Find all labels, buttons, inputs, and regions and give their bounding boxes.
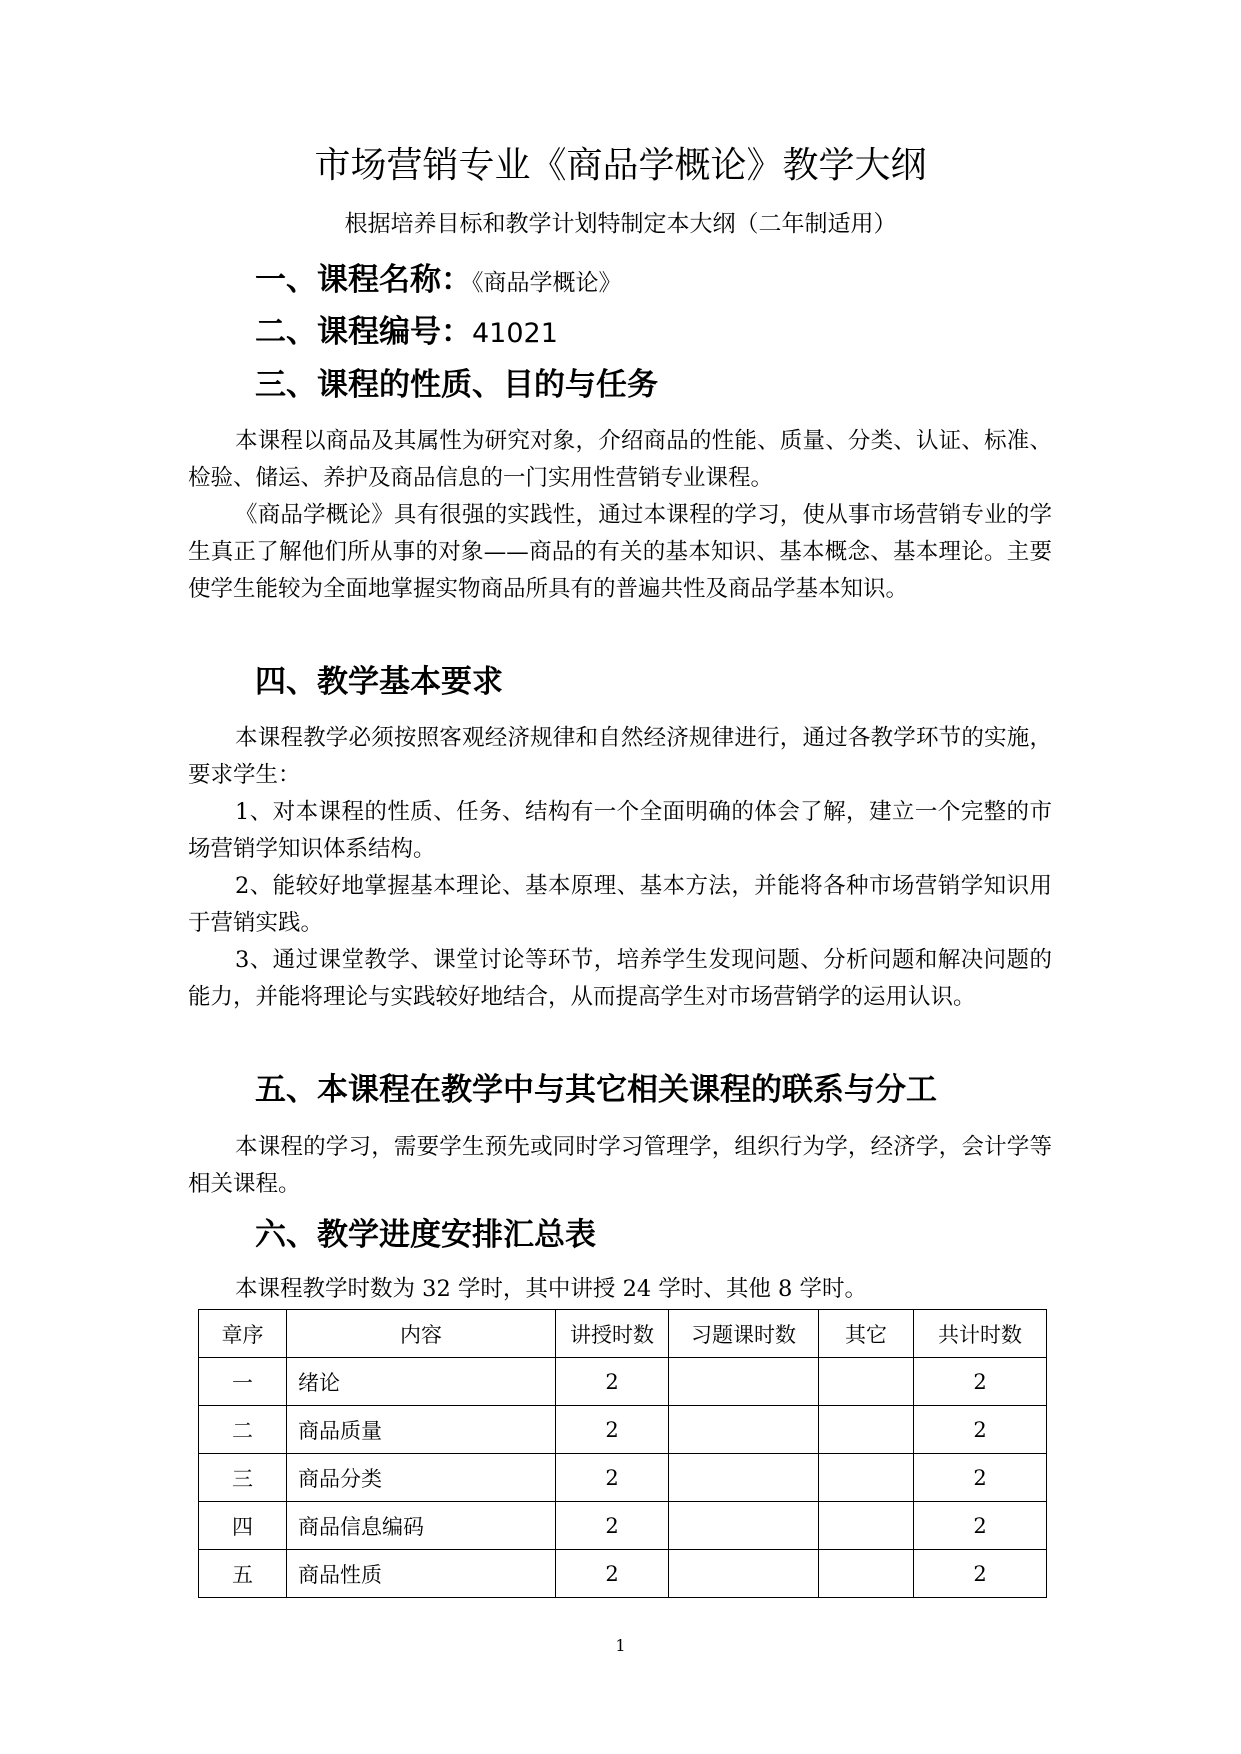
table-cell bbox=[669, 1358, 819, 1406]
requirement-item: 3、通过课堂教学、课堂讨论等环节，培养学生发现问题、分析问题和解决问题的能力，并能将理论与实践较好地结合，从而提高学生对市场营销学的运用认识。 bbox=[188, 947, 1052, 1010]
table-cell: 绪论 bbox=[287, 1358, 556, 1406]
table-cell bbox=[819, 1502, 914, 1550]
paragraph: 本课程教学时数为 32 学时，其中讲授 24 学时、其他 8 学时。 bbox=[235, 1276, 867, 1302]
table-cell: 四 bbox=[199, 1502, 287, 1550]
table-cell: 2 bbox=[556, 1454, 669, 1502]
table-cell: 2 bbox=[556, 1550, 669, 1598]
table-cell bbox=[669, 1502, 819, 1550]
table-cell: 2 bbox=[556, 1406, 669, 1454]
table-row bbox=[199, 1406, 1047, 1454]
table-cell: 商品性质 bbox=[287, 1550, 556, 1598]
table-cell: 2 bbox=[914, 1358, 1047, 1406]
requirement-item: 1、对本课程的性质、任务、结构有一个全面明确的体会了解，建立一个完整的市场营销学知识体系结构。 bbox=[188, 799, 1052, 862]
requirement-item: 2、能较好地掌握基本理论、基本原理、基本方法，并能将各种市场营销学知识用于营销实践。 bbox=[188, 873, 1052, 936]
page-number: 1 bbox=[615, 1636, 626, 1655]
column-header: 内容 bbox=[287, 1310, 556, 1358]
table-cell bbox=[819, 1358, 914, 1406]
table-row bbox=[199, 1454, 1047, 1502]
section-heading-nature: 三、课程的性质、目的与任务 bbox=[255, 367, 658, 403]
column-header: 其它 bbox=[819, 1310, 914, 1358]
section-heading-schedule: 六、教学进度安排汇总表 bbox=[255, 1217, 596, 1253]
document-title: 市场营销专业《商品学概论》教学大纲 bbox=[314, 145, 927, 186]
table-cell: 2 bbox=[556, 1502, 669, 1550]
table-cell: 商品信息编码 bbox=[287, 1502, 556, 1550]
table-cell bbox=[819, 1454, 914, 1502]
column-header: 共计时数 bbox=[914, 1310, 1047, 1358]
paragraph: 本课程教学必须按照客观经济规律和自然经济规律进行，通过各教学环节的实施，要求学生： bbox=[188, 725, 1052, 788]
table-cell: 2 bbox=[914, 1406, 1047, 1454]
table-cell: 2 bbox=[556, 1358, 669, 1406]
table-cell bbox=[819, 1406, 914, 1454]
paragraph: 本课程以商品及其属性为研究对象，介绍商品的性能、质量、分类、认证、标准、检验、储运、养护及商品信息的一门实用性营销专业课程。 bbox=[188, 428, 1052, 491]
section-heading-relations: 五、本课程在教学中与其它相关课程的联系与分工 bbox=[255, 1072, 937, 1108]
course-name-value: 《商品学概论》 bbox=[472, 270, 622, 296]
table-cell bbox=[669, 1550, 819, 1598]
table-cell: 商品分类 bbox=[287, 1454, 556, 1502]
section-course-code bbox=[255, 310, 558, 356]
column-header: 习题课时数 bbox=[669, 1310, 819, 1358]
table-cell bbox=[669, 1406, 819, 1454]
paragraph: 《商品学概论》具有很强的实践性，通过本课程的学习，使从事市场营销专业的学生真正了解他们所从事的对象——商品的有关的基本知识、基本概念、基本理论。主要使学生能较为全面地掌握实物商品所具有的普遍共性及商品学基本知识。 bbox=[188, 502, 1052, 602]
column-header: 讲授时数 bbox=[556, 1310, 669, 1358]
table-cell: 2 bbox=[914, 1502, 1047, 1550]
table-header-row bbox=[199, 1310, 1047, 1358]
section-heading: 一、课程名称： bbox=[255, 262, 472, 298]
table-cell: 五 bbox=[199, 1550, 287, 1598]
table-cell: 商品质量 bbox=[287, 1406, 556, 1454]
table-cell: 2 bbox=[914, 1550, 1047, 1598]
table-cell bbox=[819, 1550, 914, 1598]
table-cell: 三 bbox=[199, 1454, 287, 1502]
section-heading-requirements: 四、教学基本要求 bbox=[255, 664, 503, 700]
document-subtitle: 根据培养目标和教学计划特制定本大纲（二年制适用） bbox=[344, 211, 897, 237]
table-row bbox=[199, 1502, 1047, 1550]
table-cell: 2 bbox=[914, 1454, 1047, 1502]
schedule-table bbox=[198, 1309, 1047, 1598]
table-cell: 一 bbox=[199, 1358, 287, 1406]
paragraph: 本课程的学习，需要学生预先或同时学习管理学，组织行为学，经济学，会计学等相关课程。 bbox=[188, 1134, 1052, 1197]
section-heading: 二、课程编号： bbox=[255, 314, 472, 350]
course-code-value: 41021 bbox=[472, 318, 558, 349]
column-header: 章序 bbox=[199, 1310, 287, 1358]
table-row bbox=[199, 1550, 1047, 1598]
table-cell bbox=[669, 1454, 819, 1502]
table-cell: 二 bbox=[199, 1406, 287, 1454]
section-course-name bbox=[255, 258, 622, 305]
table-row bbox=[199, 1358, 1047, 1406]
